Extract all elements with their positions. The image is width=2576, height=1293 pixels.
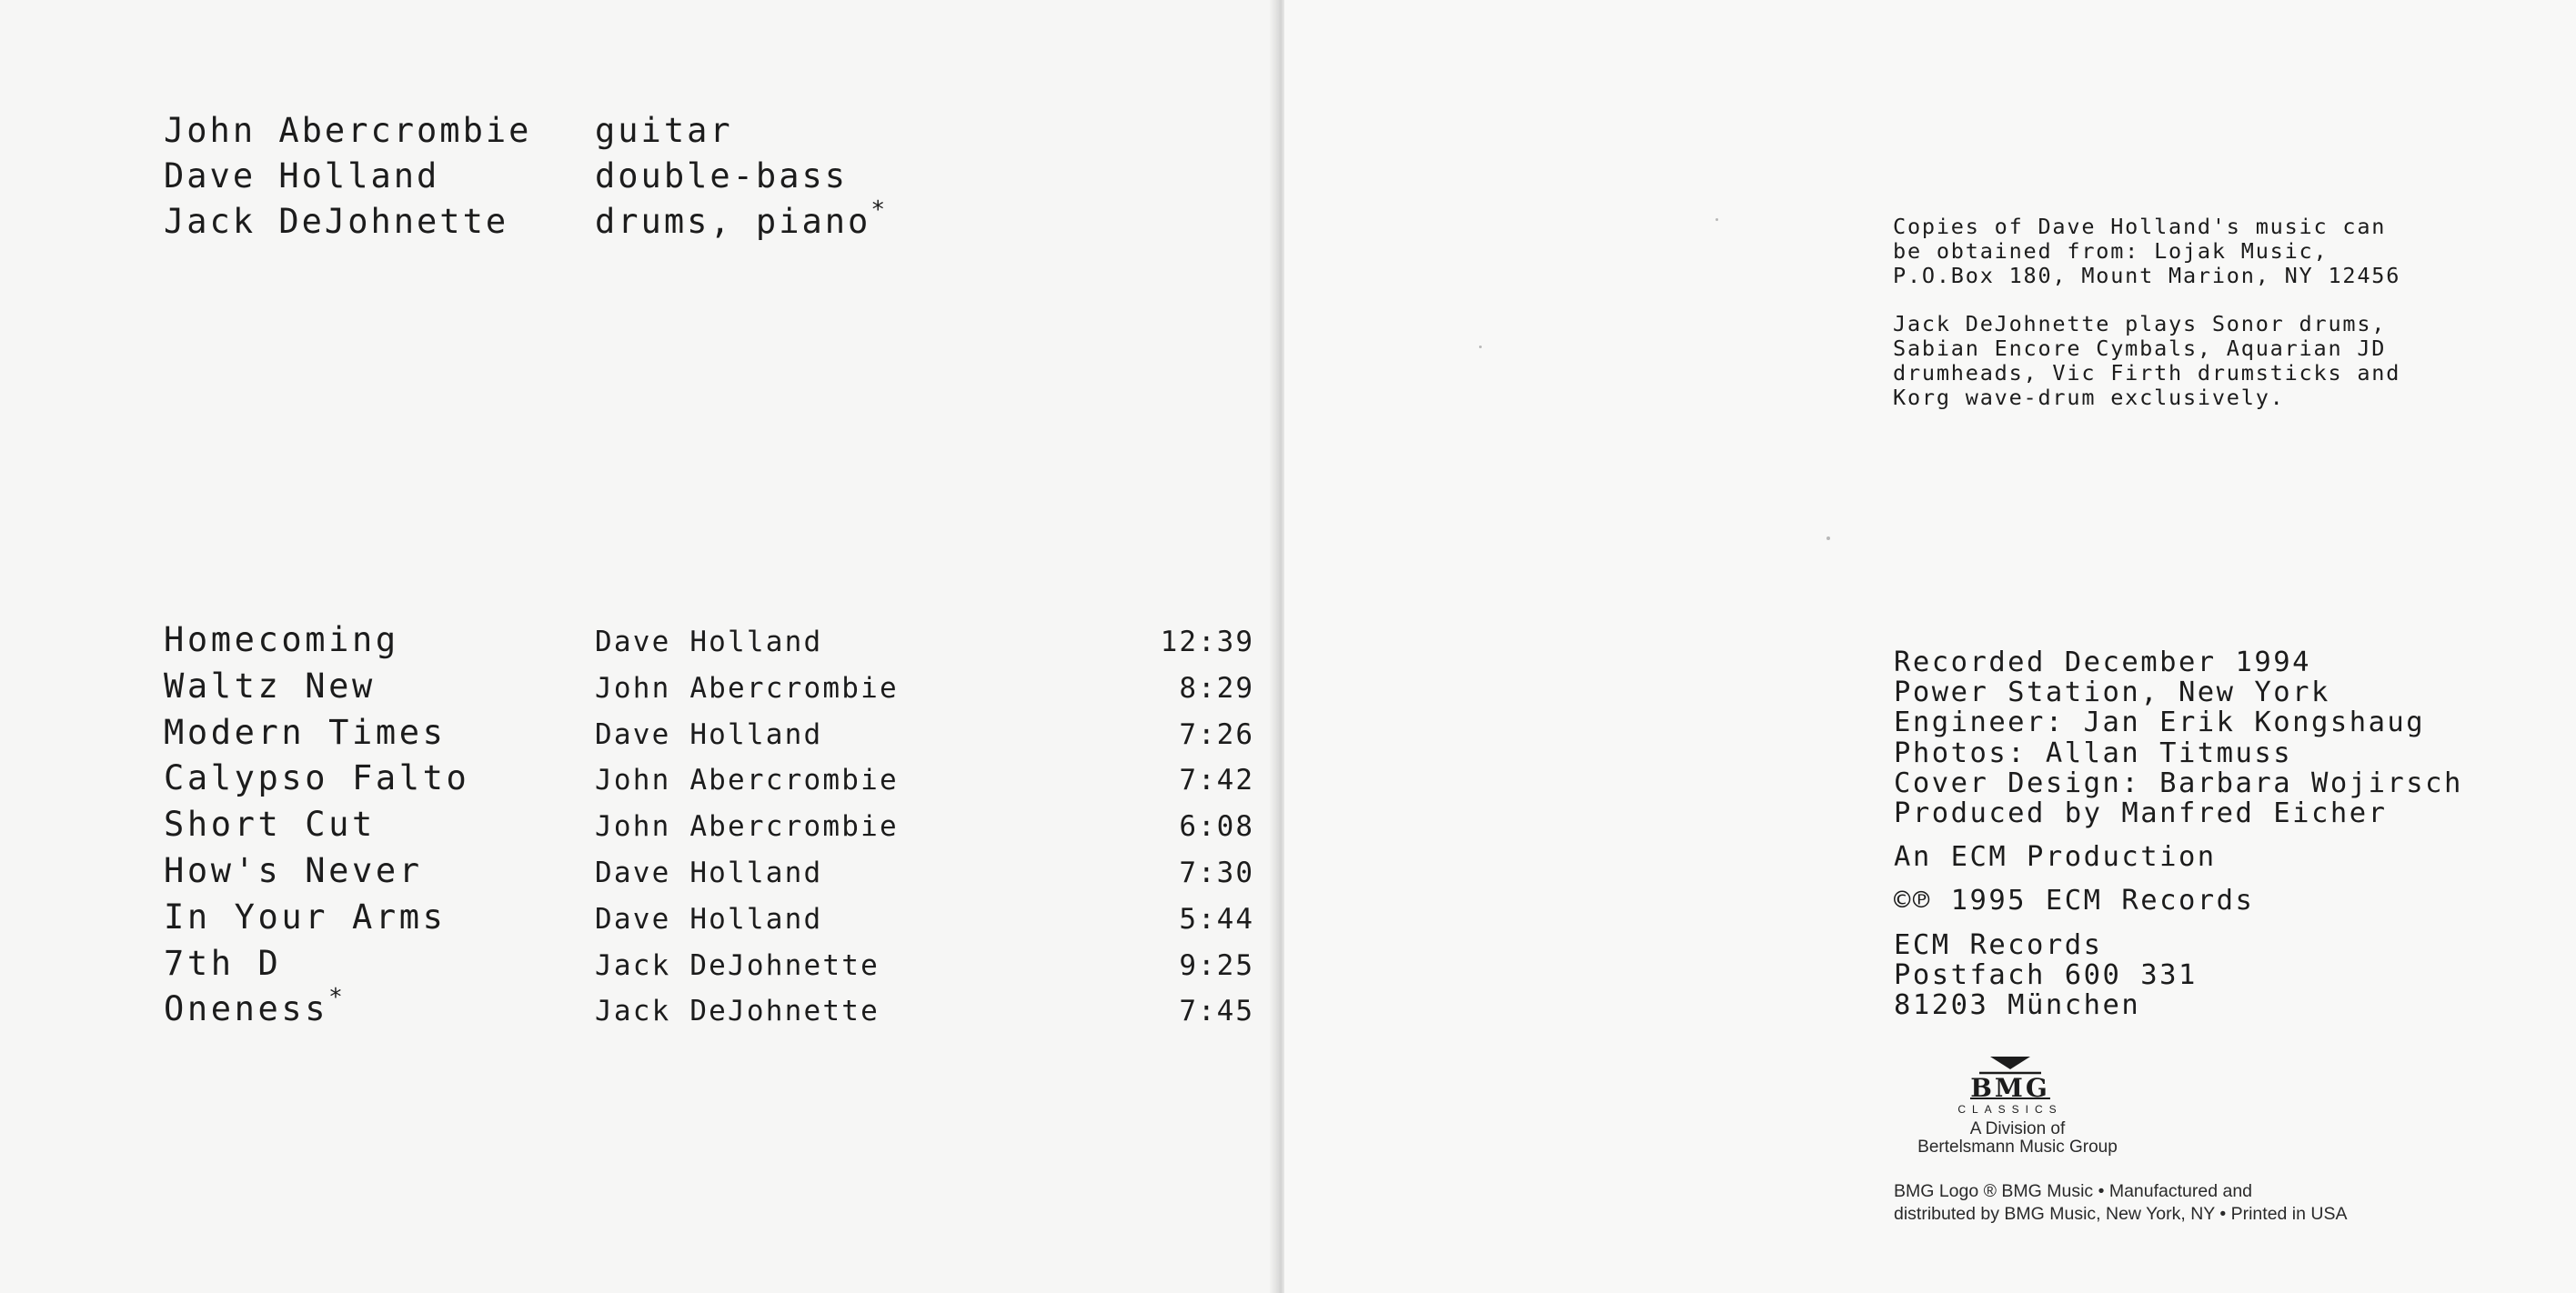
track-title — [164, 758, 469, 797]
track-duration: 5:44 — [1179, 902, 1254, 936]
paper-speck — [1826, 536, 1830, 540]
credit-line: Produced by Manfred Eicher — [1894, 797, 2388, 829]
track-title-text: Homecoming — [164, 620, 399, 659]
track-duration: 9:25 — [1179, 948, 1254, 982]
credit-line: Photos: Allan Titmuss — [1894, 737, 2293, 769]
label-address — [1894, 930, 2463, 1021]
musician-name: Dave Holland — [164, 156, 440, 195]
musician-name: John Abercrombie — [164, 111, 532, 150]
track-duration: 7:42 — [1179, 764, 1254, 797]
logo-classics: CLASSICS — [1957, 1103, 2063, 1116]
division-line: A Division of — [1969, 1119, 2066, 1138]
note-line: Korg wave-drum exclusively. — [1893, 385, 2285, 410]
bmg-legal — [1894, 1180, 2348, 1226]
track-composer: Jack DeJohnette — [595, 995, 880, 1028]
track-composer: Dave Holland — [595, 902, 823, 936]
credit-line: Postfach 600 331 — [1894, 958, 2198, 991]
track-duration: 8:29 — [1179, 671, 1254, 705]
note-line: Sabian Encore Cymbals, Aquarian JD — [1893, 336, 2387, 361]
note-line: drumheads, Vic Firth drumsticks and — [1893, 360, 2401, 386]
track-title — [164, 851, 423, 890]
credit-line: Engineer: Jan Erik Kongshaug — [1894, 707, 2426, 739]
division-line: Bertelsmann Music Group — [1917, 1138, 2118, 1157]
track-composer: John Abercrombie — [595, 671, 899, 705]
track-title-text: In Your Arms — [164, 897, 447, 937]
track-title — [164, 944, 281, 983]
production-credit — [1894, 842, 2463, 872]
credit-line: ECM Records — [1894, 928, 2103, 961]
credit-line: 81203 München — [1894, 988, 2141, 1021]
track-title — [164, 805, 376, 844]
note-line: Jack DeJohnette plays Sonor drums, — [1893, 311, 2387, 336]
track-title-text: Modern Times — [164, 712, 447, 752]
holland-music-note — [1893, 215, 2400, 288]
bmg-classics-logo — [1919, 1055, 2101, 1117]
track-title-text: Short Cut — [164, 805, 376, 845]
paper-speck — [1479, 346, 1482, 348]
note-line: P.O.Box 180, Mount Marion, NY 12456 — [1893, 263, 2401, 288]
track-composer: Jack DeJohnette — [595, 948, 880, 982]
track-duration: 6:08 — [1179, 810, 1254, 844]
track-title-text: How's Never — [164, 850, 423, 890]
track-composer: John Abercrombie — [595, 810, 899, 844]
track-duration: 7:30 — [1179, 856, 1254, 889]
track-title — [164, 667, 376, 706]
track-duration: 7:26 — [1179, 717, 1254, 751]
track-duration: 12:39 — [1160, 626, 1254, 658]
track-duration: 7:45 — [1179, 995, 1254, 1028]
notes-block — [1893, 215, 2400, 434]
credit-line: Power Station, New York — [1894, 677, 2330, 709]
credits-block — [1894, 647, 2463, 1020]
asterisk-mark: * — [328, 984, 343, 1012]
musician-name: Jack DeJohnette — [164, 202, 509, 241]
note-line: be obtained from: Lojak Music, — [1893, 238, 2329, 264]
track-composer: John Abercrombie — [595, 764, 899, 797]
credit-line: An ECM Production — [1894, 841, 2217, 874]
left-page — [0, 0, 1277, 1293]
instrument — [595, 156, 848, 195]
credit-line: ©℗ 1995 ECM Records — [1894, 885, 2255, 917]
instrument — [595, 111, 733, 150]
legal-line: BMG Logo ® BMG Music • Manufactured and — [1894, 1181, 2253, 1201]
track-title-text: Calypso Falto — [164, 758, 470, 798]
credit-line: Recorded December 1994 — [1894, 646, 2311, 678]
recording-credits — [1894, 647, 2463, 828]
dejohnette-gear-note — [1893, 312, 2400, 410]
instrument-label: drums, piano — [595, 202, 871, 241]
instrument — [595, 196, 885, 241]
track-composer: Dave Holland — [595, 626, 823, 658]
asterisk-mark: * — [870, 196, 885, 224]
track-title-text: Waltz New — [164, 666, 376, 706]
track-title — [164, 620, 399, 659]
track-composer: Dave Holland — [595, 856, 823, 889]
track-title — [164, 984, 343, 1029]
paper-speck — [1716, 218, 1718, 221]
note-line: Copies of Dave Holland's music can — [1893, 214, 2387, 239]
instrument-label: guitar — [595, 111, 733, 150]
credit-line: Cover Design: Barbara Wojirsch — [1894, 767, 2463, 799]
track-title-text: 7th D — [164, 943, 282, 983]
track-composer: Dave Holland — [595, 717, 823, 751]
track-title — [164, 897, 447, 937]
instrument-label: double-bass — [595, 156, 849, 195]
copyright-line — [1894, 886, 2463, 916]
legal-line: distributed by BMG Music, New York, NY • Printed in USA — [1894, 1204, 2348, 1224]
logo-triangle — [1990, 1057, 2030, 1069]
logo-text: BMG — [1970, 1073, 2050, 1103]
track-title-text: Oneness — [164, 989, 329, 1029]
track-title — [164, 713, 447, 752]
bmg-division — [1894, 1120, 2141, 1157]
